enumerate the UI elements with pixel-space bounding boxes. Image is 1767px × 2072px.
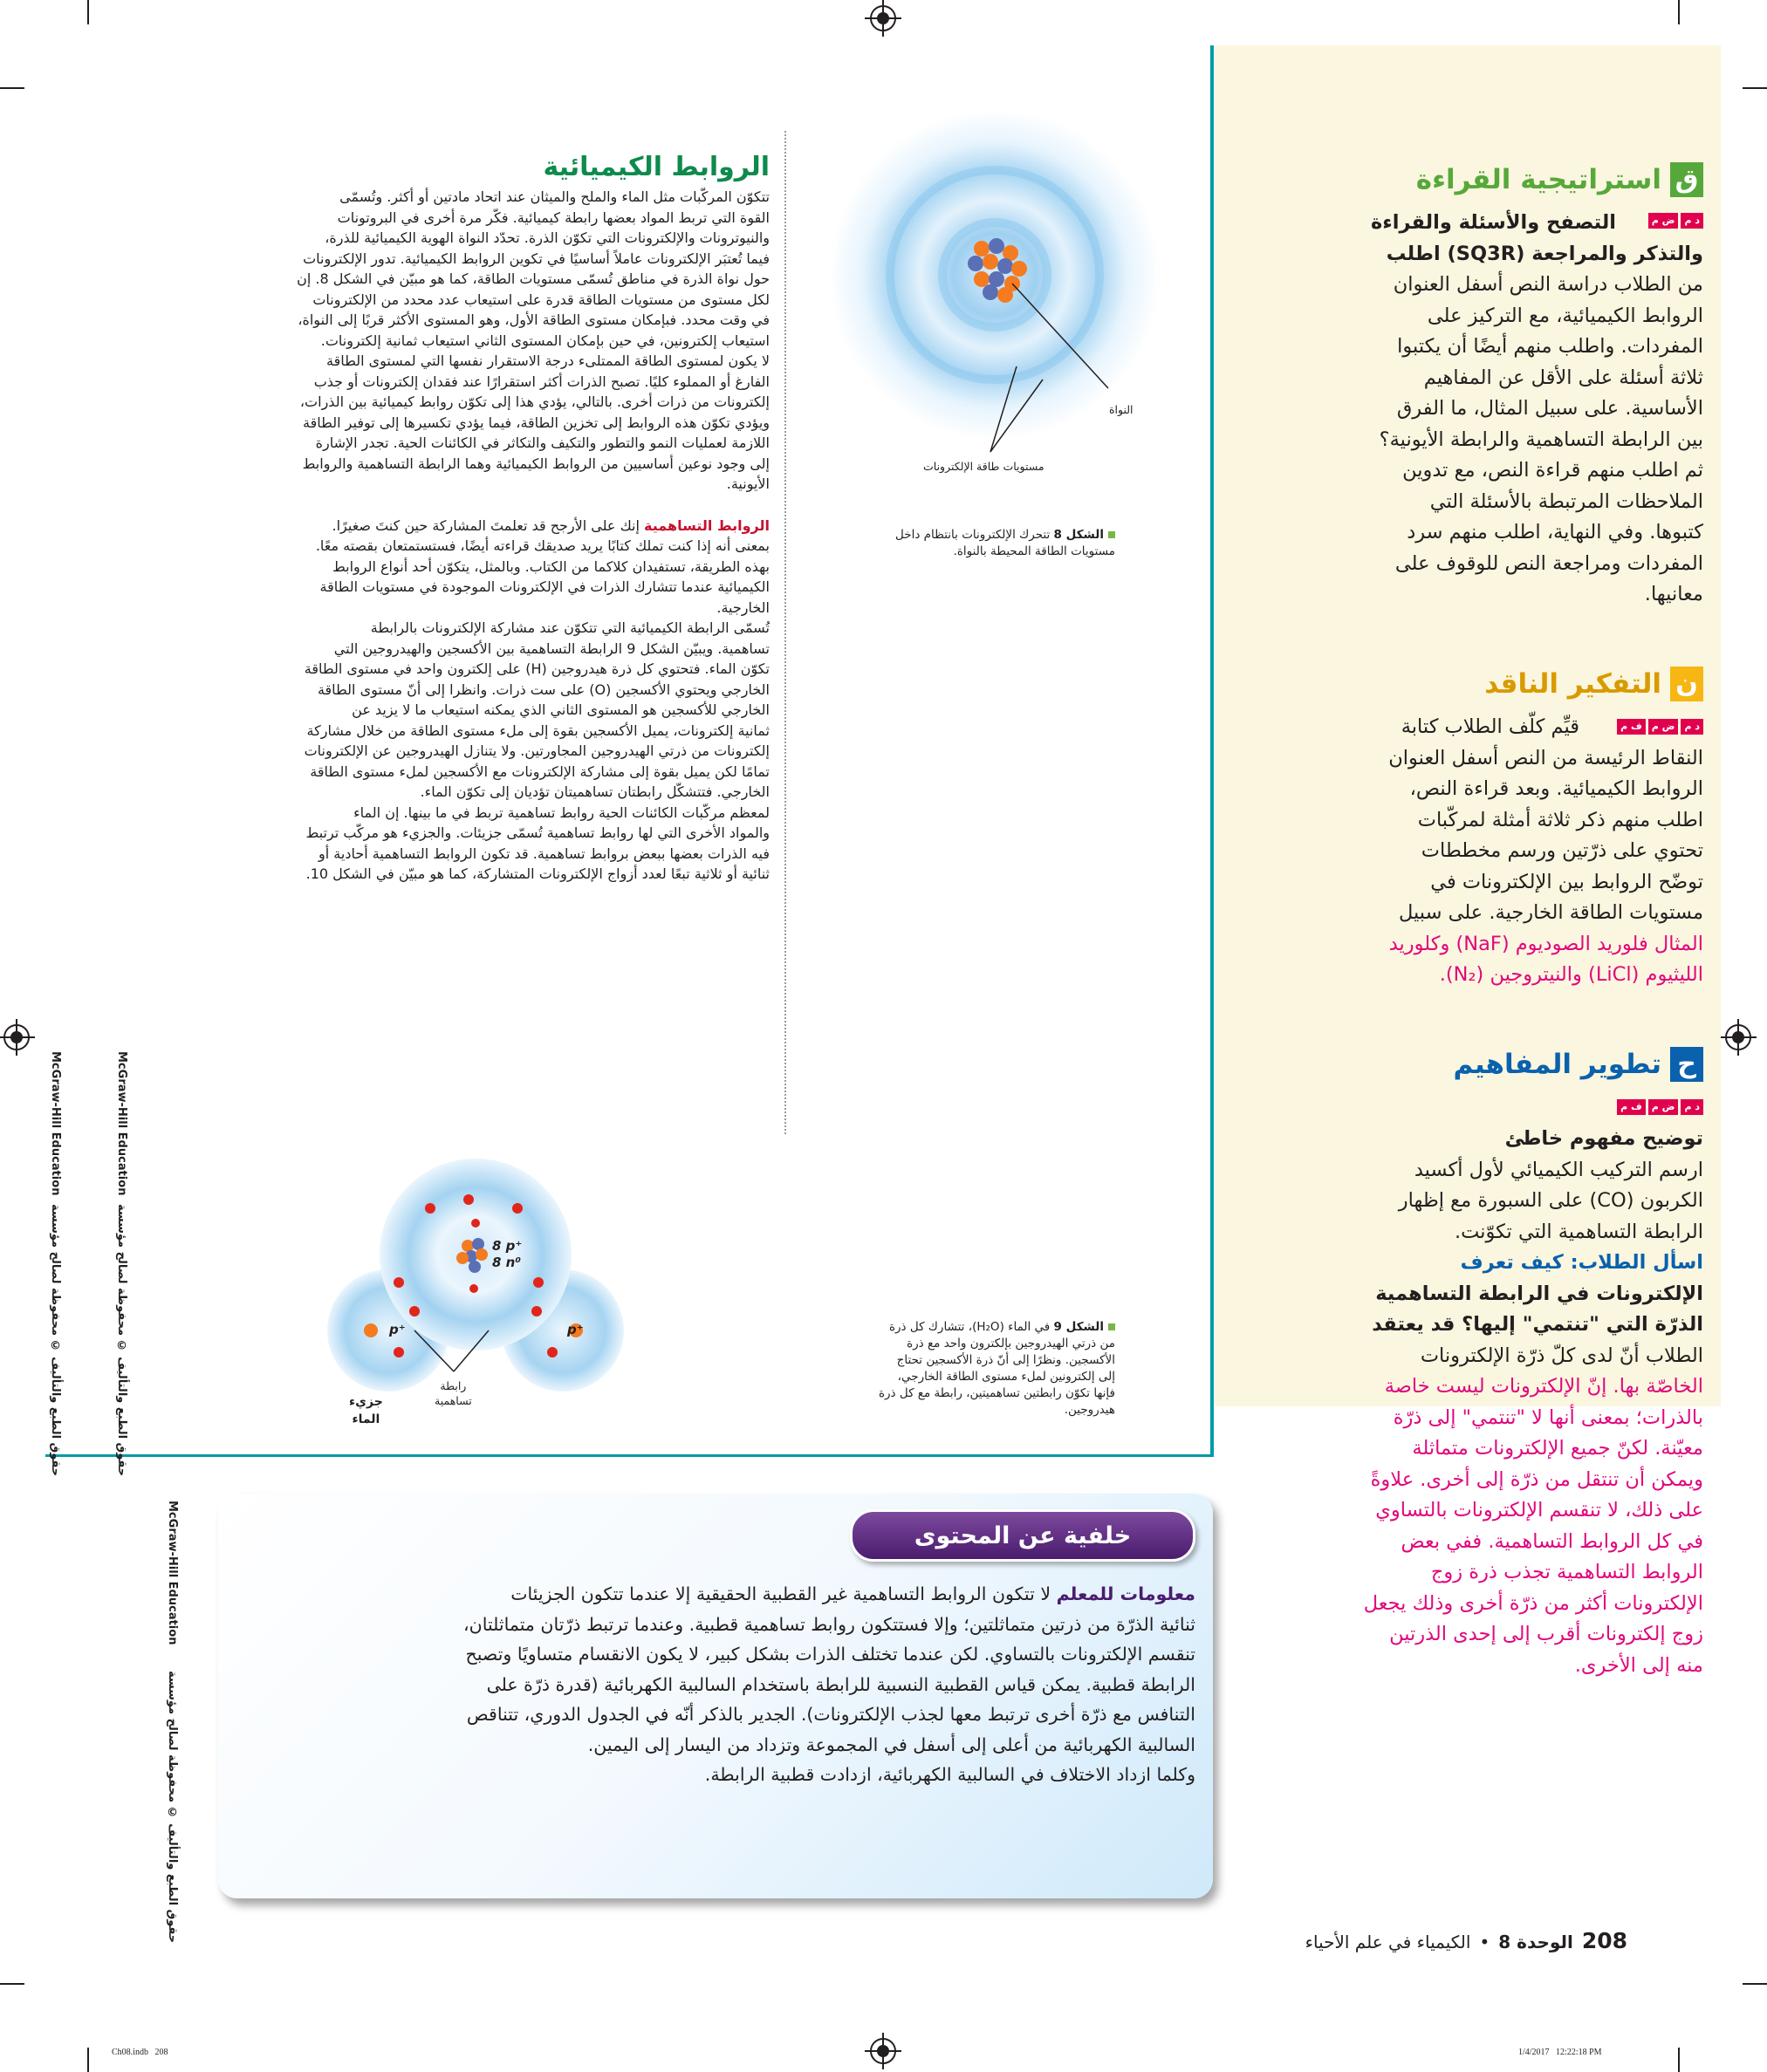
- text-line: ثمانية إلكترونات، يميل الأكسجين بقوة إلى ملء مستوى الطاقة من خلال مشاركة: [306, 721, 770, 739]
- electron: [547, 1347, 558, 1357]
- rights-vertical: حقوق الطبع والتأليف © محفوظة لصالح مؤسسة: [49, 1204, 62, 1477]
- paragraph-5: [175, 803, 770, 885]
- text-line: بالذرات؛ بمعنى أنها لا "تنتمي" إلى ذرّة: [1393, 1405, 1703, 1429]
- electron: [531, 1306, 542, 1316]
- text-line: الماء: [352, 1412, 380, 1426]
- teacher-info-text: [253, 1579, 1195, 1790]
- unit-label: الوحدة 8: [1498, 1932, 1573, 1952]
- registration-mark-icon: [1725, 1024, 1751, 1050]
- text-line: منه إلى الأخرى.: [1574, 1653, 1703, 1677]
- water-molecule-label: [349, 1393, 383, 1428]
- misconception-subtitle: توضيح مفهوم خاطئ: [1504, 1127, 1703, 1150]
- caption-square-icon: [1108, 531, 1115, 538]
- text-line: تساهمية: [435, 1394, 472, 1407]
- reading-strategy-text: [1232, 208, 1703, 611]
- content-background-tab: [850, 1509, 1195, 1562]
- electron: [512, 1203, 523, 1214]
- text-line: والنيوترونات والإلكترونات التي تكوّن الذرة. تحدّد النواة الهوية الكيميائية للذرة،: [325, 229, 770, 246]
- concepts-icon: ح: [1670, 1047, 1703, 1082]
- text-line: الطلاب أنّ لدى كلّ ذرّة الإلكترونات: [1420, 1344, 1703, 1367]
- teal-frame-horizontal: [45, 1454, 1213, 1457]
- text-line: وكلما ازداد الاختلاف في السالبية الكهربائية، ازدادت قطبية الرابطة.: [704, 1764, 1195, 1785]
- text-line: والمواد الأخرى التي لها روابط تساهمية تُسمّى جزيئات. والجزيء هو مركّب ترتبط: [305, 824, 770, 841]
- text-line: التصفح والأسئلة والقراءة: [1370, 211, 1616, 234]
- tag: ض م: [1648, 719, 1679, 735]
- text-line: الروابط الكيميائية. وبعد قراءة النص،: [1409, 777, 1703, 800]
- text-line: الروابط الكيميائية، مع التركيز على: [1427, 304, 1703, 327]
- text-line: في وقت محدد. فبإمكان مستوى الطاقة الأول، وهو المستوى الأكثر قربًا إلى النواة،: [298, 311, 770, 328]
- concepts-header: [1454, 1047, 1703, 1082]
- text-line: استيعاب إلكترونين، في حين بإمكان المستوى الثاني استيعاب ثمانية إلكترونات.: [320, 332, 770, 349]
- concepts-title: تطوير المفاهيم: [1453, 1049, 1661, 1080]
- crop-mark: [1743, 87, 1767, 89]
- text-line: تتحرك الإلكترونات بانتظام داخل: [895, 528, 1054, 542]
- text-line: ويؤدي تكوّن هذه الروابط إلى تخزين الطاقة، فيما يؤدي تكسيرها إلى توفير الطاقة: [303, 414, 770, 431]
- unit-title: الكيمياء في علم الأحياء: [1305, 1932, 1471, 1952]
- crop-mark: [0, 87, 24, 89]
- text-line: تكوّن الماء. فتحتوي كل ذرة هيدروجين (H) على إلكترون واحد في مستوى الطاقة: [304, 660, 770, 677]
- electron: [533, 1277, 544, 1288]
- text-line: [1232, 239, 1703, 270]
- text-line: الذرّة التي "تنتمي" إليها؟ قد يعتقد: [1372, 1313, 1703, 1336]
- proton-label-right: p⁺: [567, 1322, 584, 1337]
- main-column: [175, 148, 770, 885]
- text-line: المفردات ومراجعة النص للوقوف على: [1394, 551, 1703, 575]
- crop-mark: [1678, 2048, 1680, 2072]
- text-line: من ذرتي الهيدروجين بإلكترون واحد مع ذرة: [907, 1337, 1115, 1351]
- text-line: الكيميائية عندما تتشارك الذرات في الإلكترونات الموجودة في مستويات الطاقة: [319, 578, 770, 595]
- text-line: إلى وجود نوعين أساسيين من الروابط الكيميائية وهما الرابطة التساهمية والروابط: [302, 455, 770, 472]
- tag: د م: [1681, 213, 1703, 229]
- registration-mark-icon: [3, 1024, 30, 1050]
- reading-strategy-icon: ق: [1670, 162, 1703, 197]
- energy-levels-label: مستويات طاقة الإلكترونات: [923, 460, 1044, 473]
- figure-9-caption: [815, 1319, 1115, 1419]
- section-title: الروابط الكيميائية: [543, 152, 770, 182]
- paragraph-1: [175, 187, 770, 351]
- text-line: إلكترونات من ذرات أخرى. بالتالي، يؤدي هذا إلى تكوّن روابط كيميائية بين الذرات،: [299, 393, 770, 410]
- content-background-title: خلفية عن المحتوى: [914, 1522, 1132, 1549]
- text-line: تمامًا لكن يميل بقوة إلى مشاركة الإلكترونات مع الأكسجين لملء مستوى الطاقة: [310, 762, 770, 780]
- text-line: لمعظم مركّبات الكائنات الحية روابط تساهمية تربط في ما بينها. إن الماء: [353, 803, 770, 821]
- oxygen-protons-label: 8 p⁺: [492, 1238, 523, 1254]
- teacher-info-lead: معلومات للمعلم: [1056, 1583, 1195, 1604]
- text-line: الخاصّة بها. إنّ الإلكترونات ليست خاصة: [1384, 1375, 1703, 1398]
- text-line: فيه الذرات بعضها ببعض بروابط تساهمية. قد تكون الروابط التساهمية أحادية أو: [318, 845, 770, 862]
- text-line: هيدروجين.: [1064, 1403, 1115, 1417]
- reading-strategy-title: استراتيجية القراءة: [1415, 164, 1661, 195]
- publisher-vertical: McGraw-Hill Education: [115, 1051, 128, 1196]
- oxygen-neutrons-label: 8 n⁰: [492, 1255, 521, 1270]
- text-line: تساهمية. ويبيّن الشكل 9 الرابطة التساهمية بين الأكسجين والهيدروجين التي: [333, 639, 770, 657]
- text-line: المثال فلوريد الصوديوم (NaF) وكلوريد: [1388, 932, 1703, 955]
- registration-mark-icon: [870, 2038, 896, 2064]
- covalent-bond-label: [435, 1378, 472, 1408]
- text-line: الأيونية.: [726, 475, 770, 492]
- text-line: الأساسية. على سبيل المثال، ما الفرق: [1396, 397, 1703, 420]
- electron: [469, 1284, 478, 1293]
- nucleus-label: النواة: [1109, 403, 1133, 416]
- figure-8-caption: [818, 527, 1115, 560]
- text-line: الفارغ أو المملوء كليًا. تصبح الذرات أكثر استقرارًا عند فقدان إلكترونات أو جذب: [313, 373, 770, 390]
- footer-bullet: •: [1479, 1932, 1490, 1952]
- text-line: الإلكترونات في الرابطة التساهمية: [1375, 1282, 1703, 1305]
- text-line: [815, 1319, 1115, 1336]
- text-line: ويمكن أن تنتقل من ذرّة إلى أخرى. علاوةً: [1370, 1467, 1703, 1491]
- text-line: مستويات الطاقة المحيطة بالنواة.: [953, 544, 1115, 558]
- tag: د م: [1681, 1099, 1703, 1115]
- registration-mark-icon: [870, 5, 896, 31]
- text-line: اطلب منهم ذكر ثلاثة أمثلة لمركّبات: [1417, 808, 1703, 831]
- text-line: في الماء (H₂O)، تتشارك كل ذرة: [888, 1320, 1054, 1334]
- figure-8-atom-diagram: [812, 113, 1161, 489]
- text-line: تُسمّى الرابطة الكيميائية التي تتكوّن عند مشاركة الإلكترونات بالرابطة: [370, 619, 770, 636]
- text-line: الإلكترونات أكثر من ذرّة أخرى وذلك يجعل: [1363, 1591, 1703, 1615]
- text-line: زوج إلكترونات أقرب إلى إحدى الذرتين: [1389, 1623, 1703, 1645]
- text-line: القوة التي تربط المواد بعضها رابطة كيميائية. فكّر مرة أخرى في البروتونات: [337, 209, 770, 226]
- teacher-sidebar: [1215, 45, 1721, 1677]
- paragraph-3: [175, 516, 770, 619]
- text-line: لكل مستوى من مستويات الطاقة قدرة على استيعاب عدد محدد من الإلكترونات: [312, 291, 770, 308]
- text-line: الليثيوم (LiCl) والنيتروجين (N₂).: [1439, 963, 1703, 986]
- proton-label-left: p⁺: [389, 1322, 406, 1337]
- text-line: التنافس مع ذرّة أخرى ترتبط معها لجذب الإلكترونات). الجدير بالذكر أنّه في الجدول الدوري، تتناقص: [466, 1704, 1195, 1725]
- text-line: تنقسم الإلكترونات بالتساوي. لكن عندما تختلف الذرات بشكل كبير، لا يكون الانقسام متساويًا وتصبح: [465, 1644, 1195, 1665]
- text-line: الخارجية.: [716, 598, 770, 616]
- crop-mark: [0, 1983, 24, 1985]
- caption-label: الشكل 8: [1053, 528, 1104, 542]
- content-background-box: [218, 1494, 1213, 1898]
- text-line: ثنائية أو ثلاثية تبعًا لعدد أزواج الإلكترونات المتشاركة، كما هو مبيّن في الشكل 10.: [305, 865, 770, 882]
- crop-mark: [1743, 1983, 1767, 1985]
- tag-group: [1617, 1099, 1703, 1115]
- text-line: والتذكر والمراجعة (SQ3R) اطلب: [1386, 242, 1703, 265]
- text-line: فإنها تكوّن رابطتين تساهميتين، رابطة مع كل ذرة: [878, 1386, 1115, 1400]
- tag: ض م: [1648, 1099, 1679, 1115]
- tag: د م: [1681, 719, 1703, 735]
- rights-vertical: حقوق الطبع والتأليف © محفوظة لصالح مؤسسة: [166, 1671, 179, 1944]
- tag: ض م: [1648, 213, 1679, 229]
- text-line: الملاحظات المرتبطة بالأسئلة التي: [1429, 489, 1703, 513]
- crop-mark: [87, 2048, 89, 2072]
- text-line: معانيها.: [1644, 583, 1703, 605]
- text-line: ارسم التركيب الكيميائي لأول أكسيد: [1414, 1158, 1703, 1181]
- publisher-vertical: McGraw-Hill Education: [49, 1051, 62, 1196]
- critical-thinking-text: [1232, 712, 1703, 991]
- text-line: مستويات الطاقة الخارجية. على سبيل: [1398, 901, 1703, 924]
- text-line: حول نواة الذرة في مناطق تُسمّى مستويات الطاقة، كما هو مبيّن في الشكل 8. إن: [297, 270, 770, 287]
- text-line: الروابط التساهمية تجذب ذرة زوج: [1430, 1561, 1703, 1583]
- concepts-text: [1232, 1124, 1703, 1681]
- text-line: اسأل الطلاب: كيف تعرف: [1460, 1251, 1703, 1274]
- paragraph-4: [175, 618, 770, 803]
- electron: [463, 1194, 474, 1205]
- text-line: الرابطة قطبية. يمكن قياس القطبية النسبية للرابطة باستخدام السالبية الكهربائية (قدرة ذرّة على: [486, 1673, 1195, 1695]
- text-line: الكربون (CO) على السبورة مع إظهار: [1398, 1189, 1703, 1212]
- text-line: ثلاثة أسئلة على الأقل عن المفاهيم: [1423, 366, 1703, 389]
- paragraph-2: [175, 351, 770, 495]
- covalent-heading: الروابط التساهمية: [644, 516, 770, 534]
- tag: ف م: [1617, 719, 1646, 735]
- text-line: بين الرابطة التساهمية والرابطة الأيونية؟: [1379, 427, 1703, 451]
- text-line: إنك على الأرجح قد تعلمتَ المشاركة حين كنتَ صغيرًا.: [332, 516, 640, 534]
- electron: [394, 1277, 404, 1288]
- text-line: جزيء: [349, 1395, 383, 1409]
- text-line: كتبوها. وفي النهاية، اطلب منهم سرد: [1407, 521, 1703, 544]
- text-line: اللازمة لعمليات النمو والتطور والتكيف والتكاثر في الكائنات الحية. تجدر الإشارة: [315, 434, 770, 451]
- text-line: الخارجي. فتتشكّل رابطتان تساهميتان تؤديان إلى تكوّن الماء.: [420, 783, 770, 800]
- publisher-vertical: McGraw-Hill Education: [166, 1501, 179, 1645]
- text-line: من الطلاب دراسة النص أسفل العنوان: [1393, 273, 1703, 296]
- text-line: ثم اطلب منهم قراءة النص، مع تدوين: [1402, 459, 1703, 482]
- electron: [471, 1219, 480, 1227]
- text-line: معيّنة. لكنّ جميع الإلكترونات متماثلة: [1412, 1437, 1703, 1460]
- text-line: السالبية الكهربائية من أعلى إلى أسفل في المجموعة وتزداد من اليسار إلى اليمين.: [587, 1734, 1195, 1755]
- reading-strategy-header: [1416, 162, 1703, 197]
- text-line: على ذلك، لا تنقسم الإلكترونات بالتساوي: [1375, 1499, 1703, 1522]
- text-line: الخارجي للأكسجين هو المستوى الثاني الذي يمكنه استيعاب ما لا يزيد عن: [352, 701, 770, 718]
- text-line: قيِّم كلّف الطلاب كتابة: [1401, 715, 1579, 738]
- page-footer: [1305, 1928, 1627, 1953]
- text-line: فيما تُعتبَر الإلكترونات عاملاً أساسيًا في تكوين الروابط الكيميائية. تدور الإلكترونات: [303, 250, 770, 267]
- crop-mark: [1678, 0, 1680, 24]
- text-line: إلكترونات من ذرتي الهيدروجين المجاورتين. ولا يتنازل الهيدروجين عن الإلكترونات: [304, 742, 770, 759]
- caption-label: الشكل 9: [1053, 1320, 1104, 1334]
- text-line: بهذه الطريقة، تستفيدان كلاكما من الكتاب. وبالمثل، يتكوّن أحد أنواع الروابط: [332, 557, 770, 575]
- text-line: لا يكون لمستوى الطاقة الممتلىء درجة الاستقرار نفسها التي لمستوى الطاقة: [326, 352, 770, 369]
- text-line: الرابطة التساهمية التي تكوّنت.: [1454, 1220, 1703, 1243]
- text-line: في كل الروابط التساهمية. ففي بعض: [1401, 1529, 1703, 1553]
- hydrogen-proton: [364, 1323, 378, 1337]
- text-line: بمعنى أنه إذا كنت تملك كتابًا يريد صديقك قراءته أيضًا، فستستمتعان بقصته معًا.: [315, 537, 770, 554]
- text-line: [175, 516, 770, 537]
- text-line: تتكوّن المركّبات مثل الماء والملح والميثان عند اتحاد مادتين أو أكثر. وتُسمّى: [339, 188, 770, 205]
- text-line: [253, 1579, 1195, 1610]
- text-line: لا تتكون الروابط التساهمية غير القطبية الحقيقية إلا عندما تتكون الجزيئات: [510, 1583, 1057, 1604]
- column-divider: [784, 131, 786, 1134]
- text-line: ثنائية الذرّة من ذرتين متماثلتين؛ وإلا فستتكون روابط تساهمية قطبية. وعندما ترتبط ذرّتان متماثلتان،: [463, 1613, 1195, 1635]
- page-number: 208: [1581, 1928, 1627, 1953]
- text-line: رابطة: [440, 1379, 467, 1392]
- slug-date: 1/4/2017 12:22:18 PM: [1518, 2048, 1602, 2057]
- text-line: تحتوي على ذرّتين ورسم مخططات: [1421, 839, 1703, 862]
- electron: [394, 1347, 404, 1357]
- rights-vertical: حقوق الطبع والتأليف © محفوظة لصالح مؤسسة: [115, 1204, 128, 1477]
- critical-thinking-header: [1484, 667, 1703, 701]
- crop-mark: [87, 0, 89, 24]
- text-line: المفردات. واطلب منهم أيضًا أن يكتبوا: [1397, 335, 1703, 358]
- text-line: [818, 527, 1115, 544]
- critical-thinking-title: التفكير الناقد: [1484, 668, 1661, 700]
- electron: [425, 1203, 435, 1214]
- tag: ف م: [1617, 1099, 1646, 1115]
- text-line: النقاط الرئيسة من النص أسفل العنوان: [1388, 746, 1703, 769]
- teal-frame-vertical: [1210, 45, 1214, 1457]
- critical-thinking-icon: ن: [1670, 667, 1703, 701]
- caption-square-icon: [1108, 1323, 1115, 1330]
- text-line: الخارجي ويحتوي الأكسجين (O) على ست ذرات. وانظرا إلى أنّ مستوى الطاقة: [317, 680, 770, 698]
- electron: [409, 1306, 420, 1316]
- text-line: الأكسجين. ونظرًا إلى أنّ ذرة الأكسجين تحتاج: [896, 1353, 1115, 1367]
- slug-file: Ch08.indb 208: [112, 2048, 168, 2057]
- text-line: توضّح الروابط بين الإلكترونات في: [1430, 870, 1703, 893]
- text-line: إلى إلكترونين لملء مستوى الطاقة الخارجي،: [897, 1370, 1115, 1384]
